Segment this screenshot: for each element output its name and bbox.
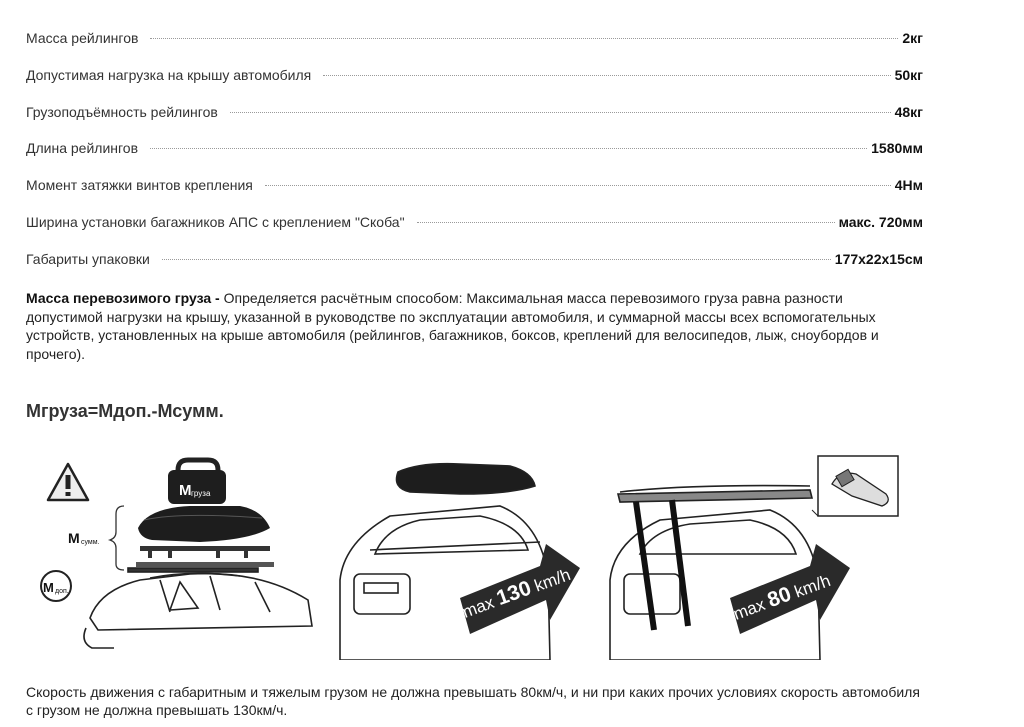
arrow2-num: 80 bbox=[764, 582, 795, 613]
spec-row bbox=[26, 20, 923, 57]
spec-value: 1580мм bbox=[871, 140, 923, 157]
spec-value: 2кг bbox=[902, 30, 923, 46]
formula: Мгруза=Мдоп.-Мсумм. bbox=[26, 401, 224, 421]
cargo-box-icon bbox=[168, 460, 226, 504]
speed-limit-note: Скорость движения с габаритным и тяжелым грузом не должна превышать 80км/ч, и ни при каких прочих условиях скорость автомобиля с грузом не должна превышать 130км/ч. bbox=[26, 684, 920, 718]
manual-book-icon bbox=[41, 571, 71, 601]
dotted-leader bbox=[265, 185, 891, 186]
spec-row bbox=[26, 130, 923, 167]
arrow1-num: 130 bbox=[493, 576, 535, 611]
roof-box-stack bbox=[136, 506, 274, 567]
spec-label: Грузоподъёмность рейлингов bbox=[26, 103, 218, 120]
car-rear-icon bbox=[340, 464, 550, 660]
speed-arrow-80 bbox=[730, 544, 850, 634]
spec-value: макс. 720мм bbox=[838, 213, 923, 230]
dotted-leader bbox=[150, 148, 867, 149]
car-long-load-icon bbox=[610, 486, 820, 660]
spec-label: Габариты упаковки bbox=[26, 250, 150, 267]
strap-icon bbox=[812, 456, 898, 516]
spec-row bbox=[26, 241, 923, 278]
spec-label: Длина рейлингов bbox=[26, 140, 139, 157]
warning-icon bbox=[48, 464, 88, 500]
note-term: Масса перевозимого груза - bbox=[26, 290, 220, 306]
spec-label: Допустимая нагрузка на крышу автомобиля bbox=[26, 66, 312, 83]
spec-label: Ширина установки багажников АПС с креплением "Скоба" bbox=[26, 213, 405, 230]
label-perm-sub: доп. bbox=[55, 588, 69, 595]
label-cargo-sub: груза bbox=[191, 489, 211, 498]
arrow1-pre: max bbox=[459, 591, 501, 622]
spec-label: Момент затяжки винтов крепления bbox=[26, 177, 253, 194]
dotted-leader bbox=[150, 38, 898, 39]
spec-row bbox=[26, 94, 923, 131]
arrow2-pre: max bbox=[730, 593, 772, 624]
label-sum-main: M bbox=[68, 530, 80, 546]
cargo-mass-note bbox=[26, 289, 906, 363]
speed-arrow-130 bbox=[459, 544, 580, 634]
spec-label: Масса рейлингов bbox=[26, 30, 139, 46]
arrow2-unit: km/h bbox=[787, 571, 833, 604]
spec-value: 48кг bbox=[894, 103, 923, 120]
arrow1-unit: km/h bbox=[527, 565, 573, 598]
dotted-leader bbox=[162, 259, 831, 260]
car-side-icon bbox=[84, 568, 312, 648]
label-perm-main: M bbox=[43, 580, 54, 595]
spec-row bbox=[26, 204, 923, 241]
dotted-leader bbox=[417, 222, 835, 223]
spec-table bbox=[26, 20, 923, 278]
dotted-leader bbox=[230, 112, 891, 113]
spec-value: 50кг bbox=[894, 66, 923, 83]
dotted-leader bbox=[323, 75, 890, 76]
note-text: Определяется расчётным способом: Максимальная масса перевозимого груза равна разности допустимой нагрузки на крышу, указанной в руководстве по эксплуатации автомобиля, и суммарной массы всех вспомогательных устройств, установленных на крыше автомобиля (рейлингов, багажников, боксов, креплений для велосипедов, лыж, сноубордов и прочего). bbox=[26, 290, 879, 362]
spec-row bbox=[26, 57, 923, 94]
roof-load-illustration bbox=[40, 450, 940, 660]
label-cargo-main: M bbox=[179, 482, 192, 499]
spec-value: 4Нм bbox=[894, 177, 923, 194]
spec-row bbox=[26, 167, 923, 204]
label-sum-sub: сумм. bbox=[81, 539, 100, 546]
spec-value: 177x22x15см bbox=[834, 250, 923, 267]
